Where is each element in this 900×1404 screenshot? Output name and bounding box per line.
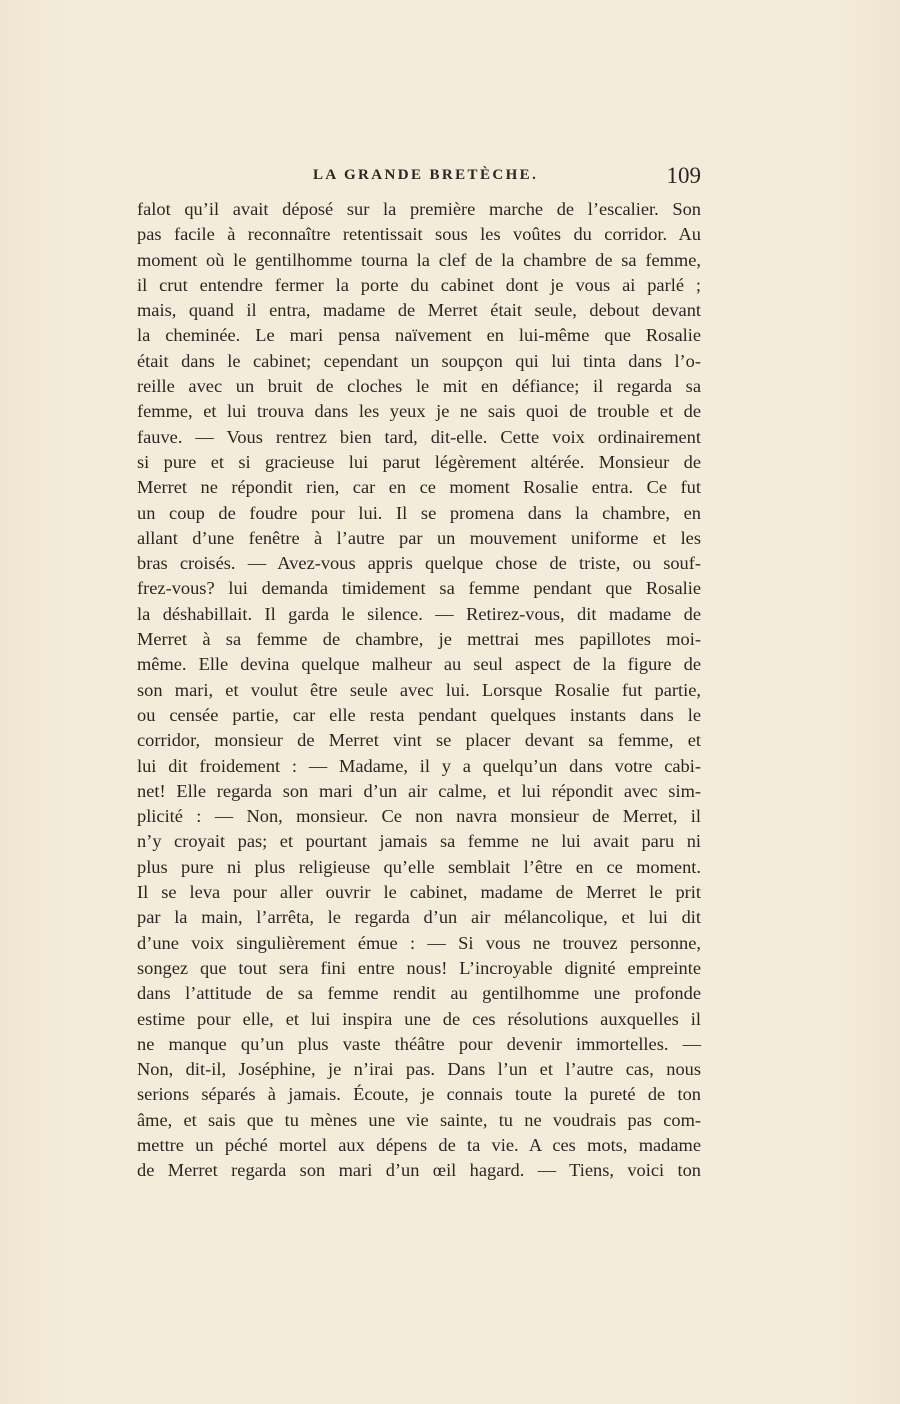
text-line: net! Elle regarda son mari d’un air calme, et lui répondit avec sim-: [137, 780, 701, 801]
text-line: âme, et sais que tu mènes une vie sainte, tu ne voudrais pas com-: [137, 1109, 701, 1130]
text-line: estime pour elle, et lui inspira une de ces résolutions auxquelles il: [137, 1008, 701, 1029]
text-line: la cheminée. Le mari pensa naïvement en lui-même que Rosalie: [137, 325, 701, 346]
text-line: falot qu’il avait déposé sur la première marche de l’escalier. Son: [137, 199, 701, 219]
text-line: songez que tout sera fini entre nous! L’incroyable dignité empreinte: [137, 957, 701, 978]
text-line: n’y croyait pas; et pourtant jamais sa femme ne lui avait paru ni: [137, 831, 701, 852]
text-line: son mari, et voulut être seule avec lui. Lorsque Rosalie fut partie,: [137, 679, 701, 700]
text-line: allant d’une fenêtre à l’autre par un mouvement uniforme et les: [137, 527, 701, 548]
page-number: 109: [666, 163, 701, 188]
text-line: si pure et si gracieuse lui parut légèrement altérée. Monsieur de: [137, 451, 701, 472]
text-line: un coup de foudre pour lui. Il se promena dans la chambre, en: [137, 502, 701, 523]
text-line: par la main, l’arrêta, le regarda d’un air mélancolique, et lui dit: [137, 907, 701, 928]
text-line: femme, et lui trouva dans les yeux je ne sais quoi de trouble et de: [137, 401, 701, 422]
text-line: ne manque qu’un plus vaste théâtre pour devenir immortelles. —: [137, 1033, 701, 1054]
text-line: ou censée partie, car elle resta pendant quelques instants dans le: [137, 704, 701, 725]
text-line: Il se leva pour aller ouvrir le cabinet, madame de Merret le prit: [137, 882, 701, 903]
text-line: frez-vous? lui demanda timidement sa femme pendant que Rosalie: [137, 578, 701, 599]
text-line: mais, quand il entra, madame de Merret était seule, debout devant: [137, 300, 701, 321]
text-line: moment où le gentilhomme tourna la clef de la chambre de sa femme,: [137, 249, 701, 270]
text-line: mettre un péché mortel aux dépens de ta vie. A ces mots, madame: [137, 1134, 701, 1155]
text-line: serions séparés à jamais. Écoute, je connais toute la pureté de ton: [137, 1084, 701, 1105]
page-header: [137, 163, 701, 191]
text-line: lui dit froidement : — Madame, il y a quelqu’un dans votre cabi-: [137, 755, 701, 776]
text-line: de Merret regarda son mari d’un œil hagard. — Tiens, voici ton: [137, 1160, 701, 1181]
text-line: Merret ne répondit rien, car en ce moment Rosalie entra. Ce fut: [137, 477, 701, 498]
text-line: Non, dit-il, Joséphine, je n’irai pas. Dans l’un et l’autre cas, nous: [137, 1059, 701, 1080]
text-line: était dans le cabinet; cependant un soupçon qui lui tinta dans l’o-: [137, 350, 701, 371]
text-line: Merret à sa femme de chambre, je mettrai mes papillotes moi-: [137, 629, 701, 650]
text-line: même. Elle devina quelque malheur au seul aspect de la figure de: [137, 654, 701, 675]
text-line: reille avec un bruit de cloches le mit en défiance; il regarda sa: [137, 376, 701, 397]
text-line: il crut entendre fermer la porte du cabinet dont je vous ai parlé ;: [137, 274, 701, 295]
text-line: plicité : — Non, monsieur. Ce non navra monsieur de Merret, il: [137, 806, 701, 827]
text-line: bras croisés. — Avez-vous appris quelque chose de triste, ou souf-: [137, 553, 701, 574]
text-line: dans l’attitude de sa femme rendit au gentilhomme une profonde: [137, 983, 701, 1004]
running-title: LA GRANDE BRETÈCHE.: [313, 167, 539, 183]
body-text: [137, 197, 701, 1184]
text-line: la déshabillait. Il garda le silence. — Retirez-vous, dit madame de: [137, 603, 701, 624]
text-line: pas facile à reconnaître retentissait sous les voûtes du corridor. Au: [137, 224, 701, 245]
text-line: plus pure ni plus religieuse qu’elle semblait l’être en ce moment.: [137, 856, 701, 877]
text-line: d’une voix singulièrement émue : — Si vous ne trouvez personne,: [137, 932, 701, 953]
text-line: corridor, monsieur de Merret vint se placer devant sa femme, et: [137, 730, 701, 751]
text-line: fauve. — Vous rentrez bien tard, dit-elle. Cette voix ordinairement: [137, 426, 701, 447]
